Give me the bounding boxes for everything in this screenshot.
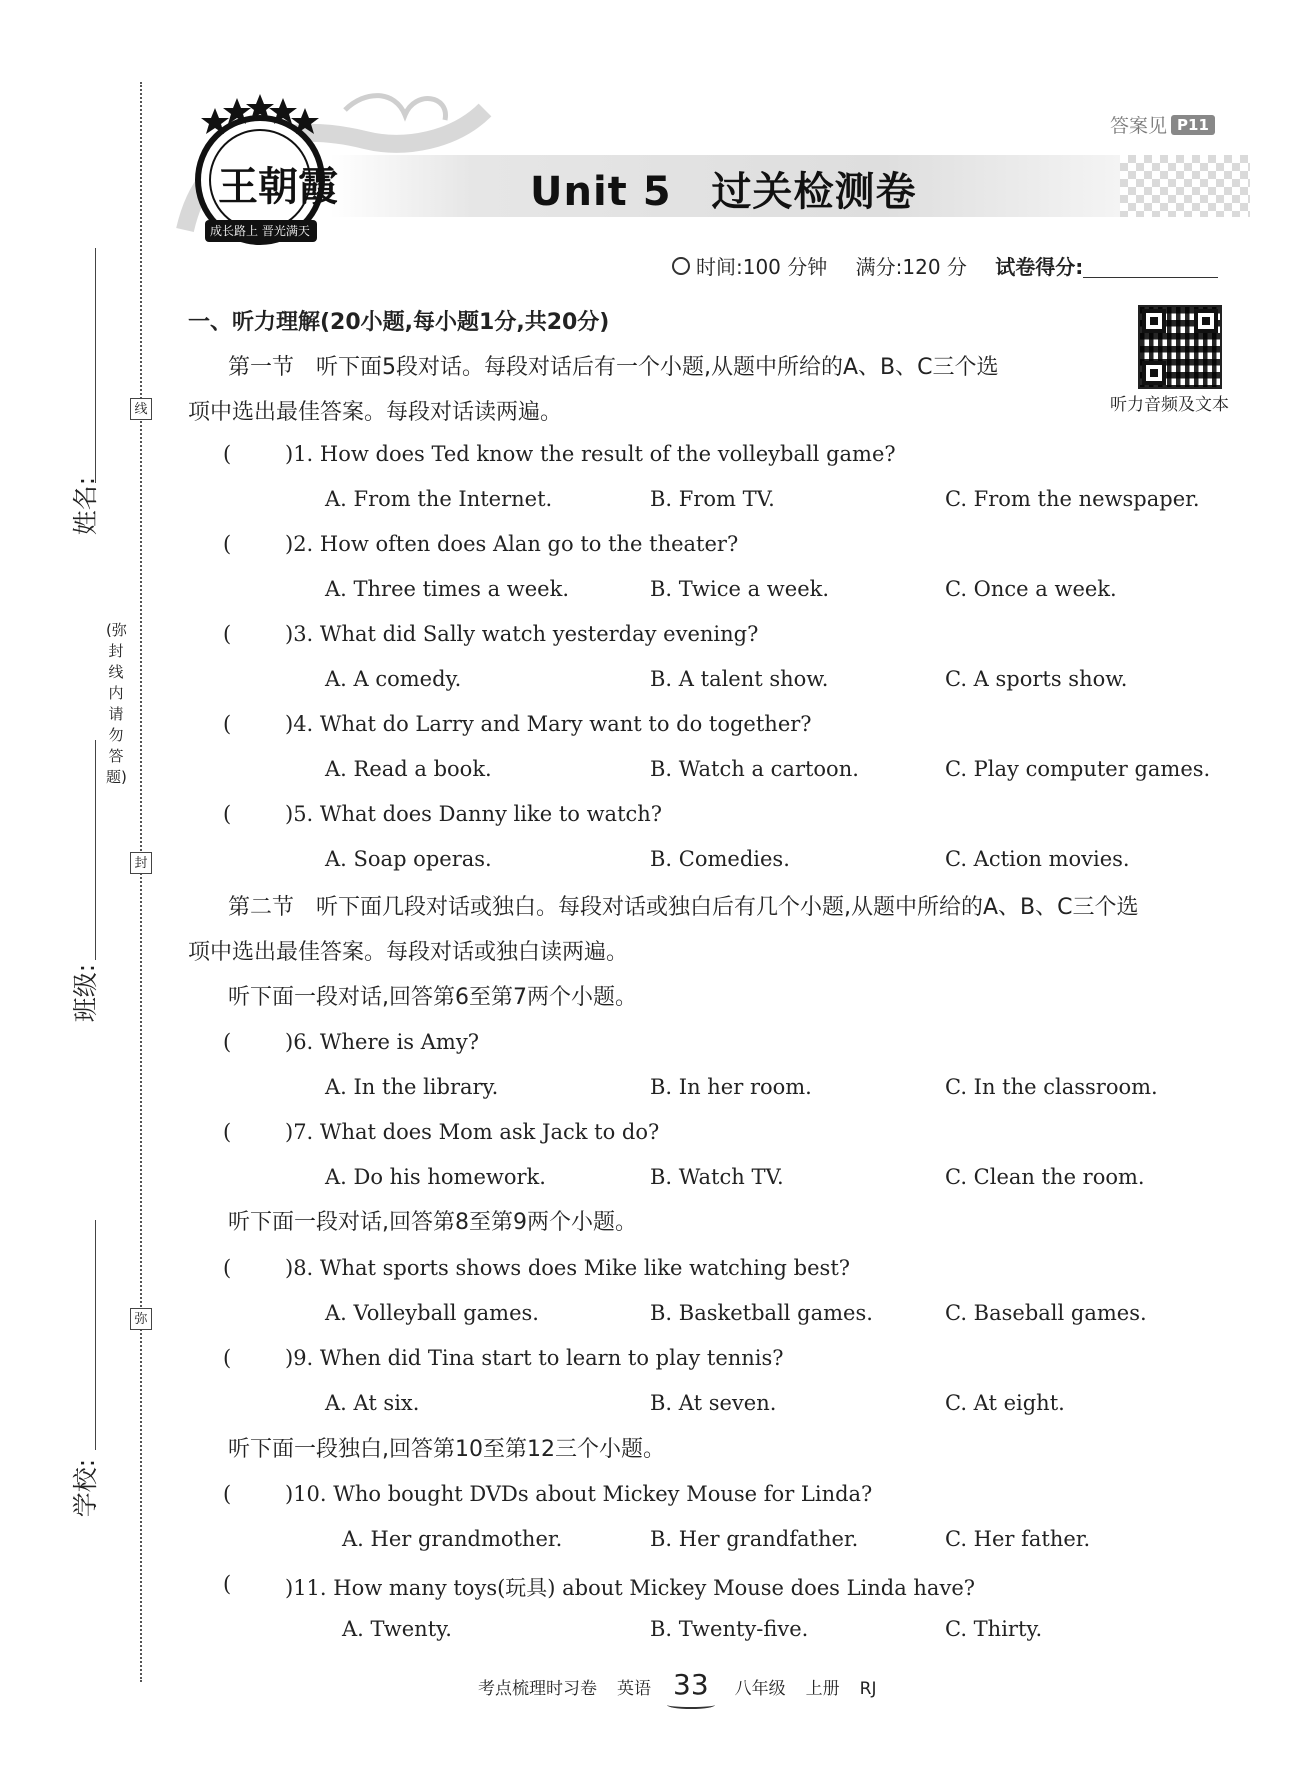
qr-caption: 听力音频及文本 xyxy=(1110,395,1229,415)
question-1 xyxy=(223,442,896,466)
option-b: B. Twenty-five. xyxy=(650,1617,809,1641)
answer-paren[interactable]: ( xyxy=(223,1482,232,1506)
seal-mark-mi: 弥 xyxy=(130,1308,152,1330)
class-label: 班级: xyxy=(71,963,101,1023)
answer-paren[interactable]: ( xyxy=(223,442,232,466)
option-b: B. Twice a week. xyxy=(650,577,830,601)
option-a: A. Do his homework. xyxy=(325,1165,546,1189)
option-c: C. In the classroom. xyxy=(945,1075,1158,1099)
question-3 xyxy=(223,622,759,646)
question-text: )1. How does Ted know the result of the volleyball game? xyxy=(285,442,896,466)
footer-book-name: 考点梳理时习卷 xyxy=(478,1679,597,1699)
option-c: C. From the newspaper. xyxy=(945,487,1200,511)
option-c: C. At eight. xyxy=(945,1391,1065,1415)
seal-mark-line: 线 xyxy=(130,398,152,420)
option-b: B. At seven. xyxy=(650,1391,777,1415)
option-b: B. Basketball games. xyxy=(650,1301,873,1325)
page-footer xyxy=(478,1668,876,1701)
qr-code[interactable] xyxy=(1138,305,1222,389)
option-c: C. Thirty. xyxy=(945,1617,1043,1641)
qr-finder-top-left xyxy=(1142,309,1166,333)
class-underline xyxy=(95,740,96,960)
option-b: B. Comedies. xyxy=(650,847,790,871)
clock-icon xyxy=(672,257,690,275)
option-c: C. Her father. xyxy=(945,1527,1091,1551)
option-c: C. A sports show. xyxy=(945,667,1128,691)
score-label: 试卷得分: xyxy=(995,255,1084,279)
option-a: A. A comedy. xyxy=(325,667,462,691)
question-text: )3. What did Sally watch yesterday evening? xyxy=(285,622,759,646)
option-c: C. Play computer games. xyxy=(945,757,1211,781)
question-text: )5. What does Danny like to watch? xyxy=(285,802,663,826)
option-a: A. Soap operas. xyxy=(325,847,492,871)
answer-paren[interactable]: ( xyxy=(223,802,232,826)
binding-note: (弥封线内请勿答题) xyxy=(106,621,127,786)
answer-paren[interactable]: ( xyxy=(223,1030,232,1054)
option-b: B. A talent show. xyxy=(650,667,829,691)
question-text: )8. What sports shows does Mike like watching best? xyxy=(285,1256,851,1280)
logo-text: 王朝霞 xyxy=(218,163,338,210)
part2-instructions xyxy=(188,885,1268,975)
question-text: )10. Who bought DVDs about Mickey Mouse for Linda? xyxy=(285,1482,873,1506)
question-text: )9. When did Tina start to learn to play tennis? xyxy=(285,1346,784,1370)
option-c: C. Once a week. xyxy=(945,577,1117,601)
option-c: C. Action movies. xyxy=(945,847,1130,871)
checker-pattern xyxy=(1120,155,1250,217)
option-b: B. Watch TV. xyxy=(650,1165,784,1189)
question-5 xyxy=(223,802,663,826)
question-text: )7. What does Mom ask Jack to do? xyxy=(285,1120,660,1144)
option-b: B. In her room. xyxy=(650,1075,812,1099)
section-heading: 一、听力理解(20小题,每小题1分,共20分) xyxy=(188,310,610,335)
part1-line2: 项中选出最佳答案。每段对话读两遍。 xyxy=(188,400,563,425)
qr-finder-bottom-left xyxy=(1142,361,1166,385)
question-11 xyxy=(223,1572,976,1600)
footer-edition: RJ xyxy=(859,1679,877,1699)
answer-ref-label: 答案见 xyxy=(1110,115,1168,137)
question-9 xyxy=(223,1346,784,1370)
question-text: )2. How often does Alan go to the theater? xyxy=(285,532,739,556)
part1-instructions xyxy=(188,345,1088,435)
answer-ref-page-badge: P11 xyxy=(1171,115,1215,135)
instruction-q8-q9: 听下面一段对话,回答第8至第9两个小题。 xyxy=(228,1210,637,1235)
answer-paren[interactable]: ( xyxy=(223,712,232,736)
name-underline xyxy=(95,248,96,483)
answer-paren[interactable]: ( xyxy=(223,1256,232,1280)
answer-paren[interactable]: ( xyxy=(223,1346,232,1370)
part2-line2: 项中选出最佳答案。每段对话或独白读两遍。 xyxy=(188,940,629,965)
option-a: A. Three times a week. xyxy=(325,577,569,601)
question-6 xyxy=(223,1030,479,1054)
page-title xyxy=(530,160,917,217)
footer-subject: 英语 xyxy=(617,1679,651,1699)
option-a: A. Read a book. xyxy=(325,757,492,781)
exam-meta xyxy=(672,251,1218,280)
option-a: A. Twenty. xyxy=(342,1617,452,1641)
question-8 xyxy=(223,1256,851,1280)
seal-mark-seal: 封 xyxy=(130,852,152,874)
instruction-q6-q7: 听下面一段对话,回答第6至第7两个小题。 xyxy=(228,985,637,1010)
logo-subtext: 成长路上 晋光满天 xyxy=(210,224,310,238)
part2-line1: 第二节 听下面几段对话或独白。每段对话或独白后有几个小题,从题中所给的A、B、C三个选 xyxy=(228,895,1139,920)
question-text: )6. Where is Amy? xyxy=(285,1030,479,1054)
option-a: A. In the library. xyxy=(325,1075,499,1099)
answer-paren[interactable]: ( xyxy=(223,1572,232,1596)
time-limit: 时间:100 分钟 xyxy=(696,255,828,279)
option-a: A. From the Internet. xyxy=(325,487,553,511)
page-number: 33 xyxy=(673,1668,709,1701)
school-label: 学校: xyxy=(71,1458,101,1518)
full-score: 满分:120 分 xyxy=(855,255,967,279)
title-unit: Unit 5 xyxy=(530,169,672,215)
question-7 xyxy=(223,1120,660,1144)
footer-grade: 八年级 xyxy=(734,1679,786,1699)
option-b: B. Her grandfather. xyxy=(650,1527,859,1551)
option-b: B. Watch a cartoon. xyxy=(650,757,859,781)
question-2 xyxy=(223,532,739,556)
option-c: C. Baseball games. xyxy=(945,1301,1147,1325)
question-10 xyxy=(223,1482,873,1506)
school-underline xyxy=(95,1220,96,1450)
question-4 xyxy=(223,712,812,736)
option-a: A. Her grandmother. xyxy=(342,1527,563,1551)
title-chinese: 过关检测卷 xyxy=(711,169,917,215)
question-text: )4. What do Larry and Mary want to do together? xyxy=(285,712,812,736)
name-label: 姓名: xyxy=(71,476,101,536)
answer-paren[interactable]: ( xyxy=(223,622,232,646)
score-blank[interactable] xyxy=(1083,277,1218,278)
footer-volume: 上册 xyxy=(805,1679,840,1699)
option-c: C. Clean the room. xyxy=(945,1165,1145,1189)
part1-line1: 第一节 听下面5段对话。每段对话后有一个小题,从题中所给的A、B、C三个选 xyxy=(228,355,999,380)
qr-finder-top-right xyxy=(1194,309,1218,333)
instruction-q10-q12: 听下面一段独白,回答第10至第12三个小题。 xyxy=(228,1437,665,1462)
answer-reference xyxy=(1110,111,1215,138)
binding-dotted-line xyxy=(140,82,142,1682)
option-b: B. From TV. xyxy=(650,487,775,511)
question-text: )11. How many toys(玩具) about Mickey Mouse does Linda have? xyxy=(285,1576,976,1600)
answer-paren[interactable]: ( xyxy=(223,532,232,556)
option-a: A. Volleyball games. xyxy=(325,1301,539,1325)
option-a: A. At six. xyxy=(325,1391,420,1415)
answer-paren[interactable]: ( xyxy=(223,1120,232,1144)
